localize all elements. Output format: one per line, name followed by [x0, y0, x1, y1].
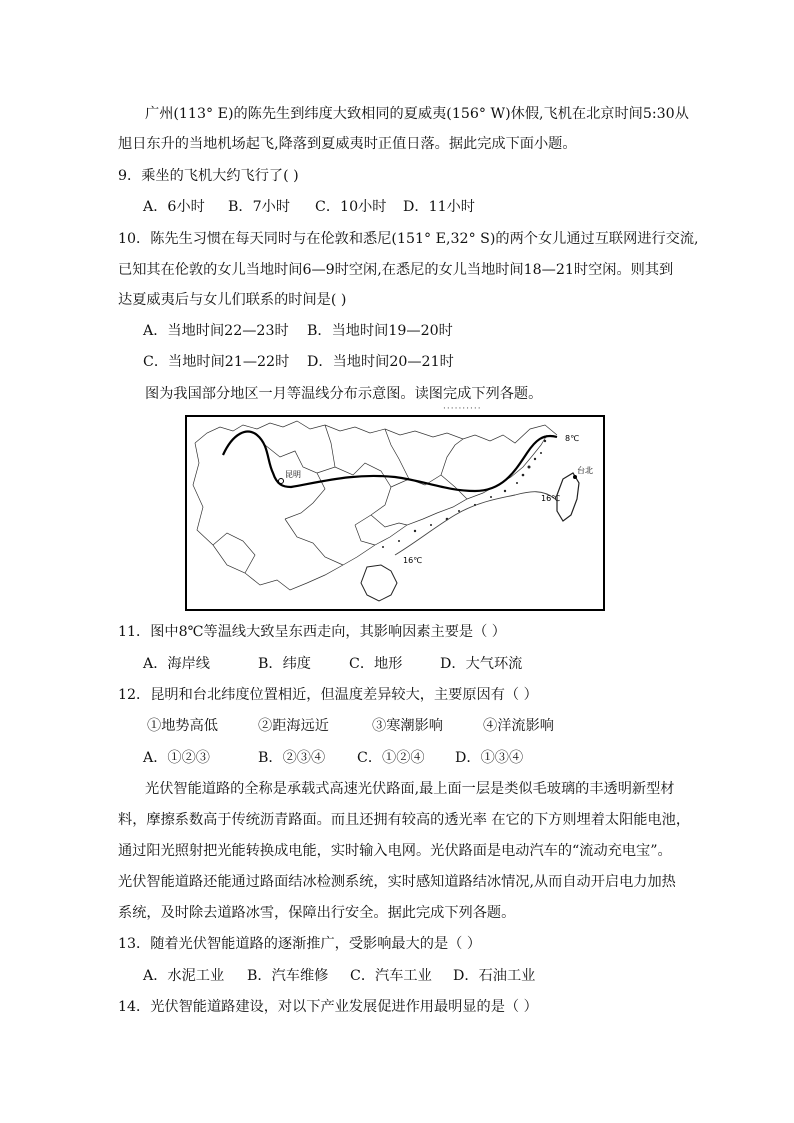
q12-option-d[interactable]: D．①③④ — [455, 750, 524, 766]
intro3-line4: 光伏智能道路还能通过路面结冰检测系统，实时感知道路结冰情况,从而自动开启电力加热 — [118, 874, 676, 890]
q13-option-b[interactable]: B．汽车维修 — [247, 968, 329, 984]
intro3-line2: 料，摩擦系数高于传统沥青路面。而且还拥有较高的透光率 在它的下方则埋着太阳能电池， — [118, 812, 691, 828]
q12-option-a[interactable]: A．①②③ — [143, 750, 210, 766]
q13-stem: 13．随着光伏智能道路的逐渐推广，受影响最大的是（ ） — [118, 936, 482, 952]
q13-option-a[interactable]: A．水泥工业 — [143, 968, 225, 984]
intro1-line1: 广州(113° E)的陈先生到纬度大致相同的夏威夷(156° W)休假,飞机在北京时间5:30从 — [145, 106, 689, 122]
intro3-line5: 系统，及时除去道路冰雪，保障出行安全。据此完成下列各题。 — [118, 905, 516, 921]
q12-option-b[interactable]: B．②③④ — [258, 750, 326, 766]
q10-line2: 已知其在伦敦的女儿当地时间6—9时空闲,在悉尼的女儿当地时间18—21时空闲。则其到 — [118, 262, 674, 278]
q13-option-d[interactable]: D．石油工业 — [453, 968, 536, 984]
label-16c-b: 16℃ — [403, 556, 423, 565]
q10-option-a[interactable]: A．当地时间22—23时 — [143, 323, 289, 339]
intro3-line1: 光伏智能道路的全称是承载式高速光伏路面,最上面一层是类似毛玻璃的丰透明新型材 — [145, 781, 675, 797]
q12-factor-1: ①地势高低 — [147, 718, 218, 734]
isotherm-map — [185, 415, 605, 611]
label-taibei: 台北 — [577, 466, 593, 475]
q9-option-b[interactable]: B．7小时 — [228, 199, 291, 215]
q13-option-c[interactable]: C．汽车工业 — [350, 968, 432, 984]
q10-option-b[interactable]: B．当地时间19—20时 — [307, 323, 453, 339]
q10-option-c[interactable]: C．当地时间21—22时 — [143, 354, 290, 370]
q11-option-b[interactable]: B．纬度 — [258, 656, 311, 672]
intro2: 图为我国部分地区一月等温线分布示意图。读图完成下列各题。 — [145, 386, 543, 402]
label-8c: 8℃ — [565, 434, 580, 443]
q10-option-d[interactable]: D．当地时间20—21时 — [307, 354, 454, 370]
q9-option-c[interactable]: C．10小时 — [315, 199, 387, 215]
q12-stem: 12．昆明和台北纬度位置相近，但温度差异较大，主要原因有（ ） — [118, 687, 538, 703]
q11-stem: 11．图中8℃等温线大致呈东西走向，其影响因素主要是（ ） — [118, 624, 506, 640]
label-16c-a: 16℃ — [541, 494, 561, 503]
q11-option-a[interactable]: A．海岸线 — [143, 656, 210, 672]
q14-stem: 14．光伏智能道路建设，对以下产业发展促进作用最明显的是（ ） — [118, 999, 538, 1015]
q12-option-c[interactable]: C．①②④ — [357, 750, 425, 766]
map-dots: ·········· — [443, 404, 482, 414]
q11-option-d[interactable]: D．大气环流 — [440, 656, 523, 672]
taibei-marker — [573, 475, 577, 479]
intro1-line2: 旭日东升的当地机场起飞,降落到夏威夷时正值日落。据此完成下面小题。 — [118, 136, 577, 152]
q12-factor-2: ②距海远近 — [258, 718, 329, 734]
q10-line3: 达夏威夷后与女儿们联系的时间是( ) — [118, 292, 347, 308]
label-kunming: 昆明 — [285, 470, 301, 479]
q11-option-c[interactable]: C．地形 — [349, 656, 403, 672]
intro3-line3: 通过阳光照射把光能转换成电能，实时输入电网。光伏路面是电动汽车的“流动充电宝”。 — [118, 843, 672, 859]
q10-line1: 10．陈先生习惯在每天同时与在伦敦和悉尼(151° E,32° S)的两个女儿通过互联网进行交流, — [118, 231, 699, 247]
q9-option-a[interactable]: A．6小时 — [143, 199, 205, 215]
q9-option-d[interactable]: D．11小时 — [403, 199, 475, 215]
q9-stem: 9．乘坐的飞机大约飞行了( ) — [118, 168, 299, 184]
q12-factor-3: ③寒潮影响 — [372, 718, 443, 734]
q12-factor-4: ④洋流影响 — [483, 718, 554, 734]
